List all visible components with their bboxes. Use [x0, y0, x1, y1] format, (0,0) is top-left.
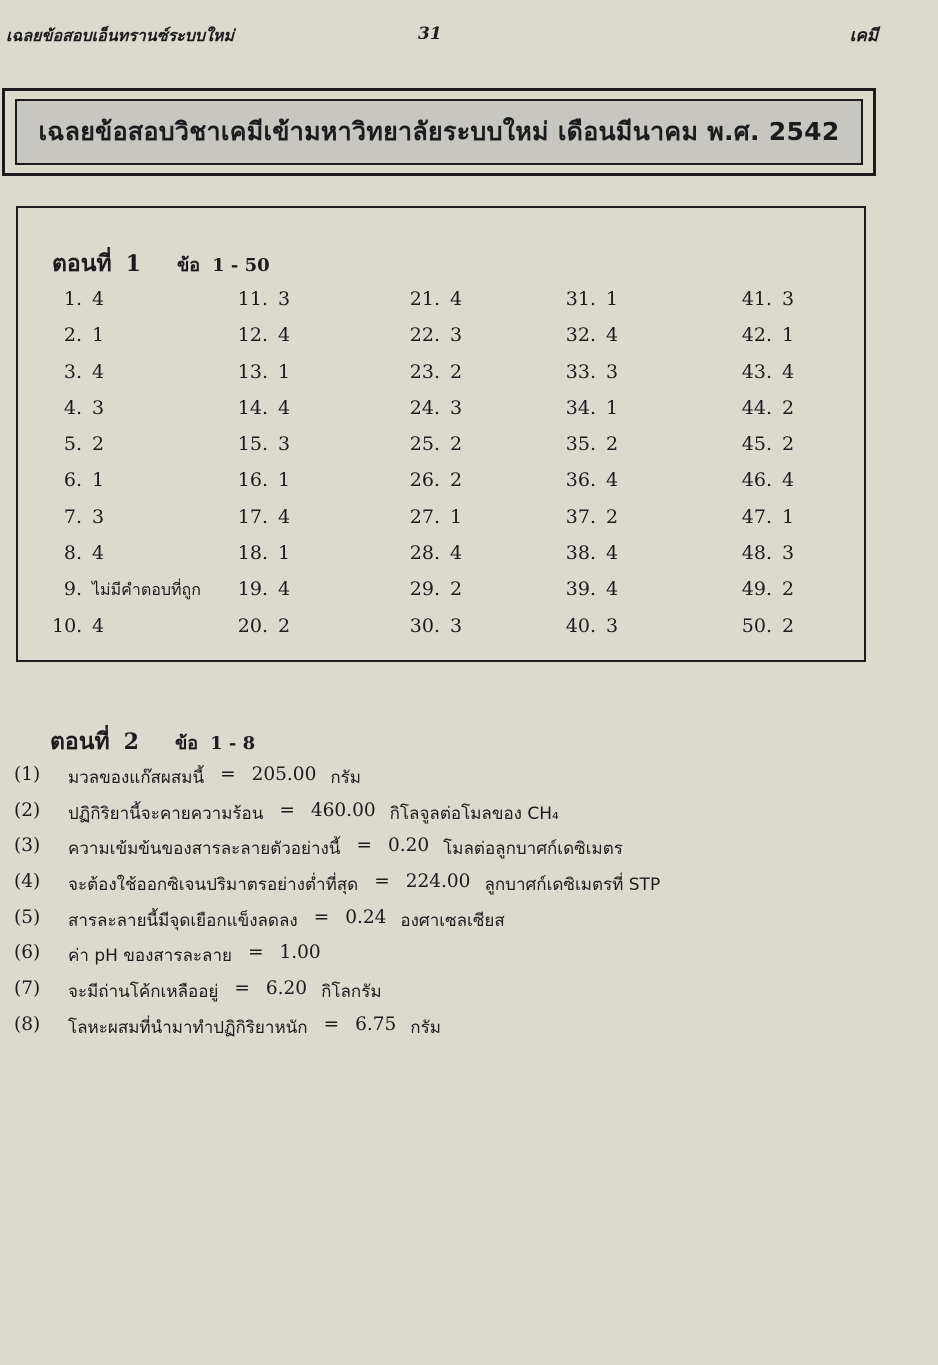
answer-row — [556, 324, 618, 360]
answer-row — [400, 542, 462, 578]
answer-value: 2 — [278, 614, 291, 637]
question-number: 29. — [409, 578, 440, 601]
answer-row — [52, 578, 201, 614]
question-number: 35. — [565, 433, 596, 456]
answer-row — [228, 361, 290, 397]
answer-value: 4 — [450, 542, 463, 565]
page-number: 31 — [418, 24, 442, 44]
answer-row — [556, 615, 618, 651]
equals-sign: = — [247, 942, 264, 964]
question-number: 49. — [741, 578, 772, 601]
part2-item — [14, 764, 660, 800]
answer-row — [556, 288, 618, 324]
item-value: 460.00 — [310, 799, 376, 821]
part1-heading — [52, 246, 270, 282]
answer-row — [400, 469, 462, 505]
question-number: 25. — [409, 433, 440, 456]
answer-value: 1 — [782, 324, 795, 347]
item-value: 0.20 — [387, 835, 430, 857]
answer-value: 2 — [606, 433, 619, 456]
answer-row — [556, 361, 618, 397]
answer-value: 4 — [450, 288, 463, 310]
answer-row — [732, 615, 794, 651]
question-number: 15. — [237, 433, 268, 456]
question-number: 47. — [741, 505, 772, 528]
answer-row — [400, 615, 462, 651]
answer-value: 2 — [782, 433, 795, 456]
question-number: 17. — [237, 505, 268, 528]
answer-row — [732, 506, 794, 542]
answer-row — [52, 288, 201, 324]
answer-value: 4 — [92, 288, 105, 310]
question-number: 48. — [741, 542, 772, 565]
question-number: 12. — [237, 324, 268, 347]
answer-row — [228, 615, 290, 651]
item-index: (2) — [14, 799, 41, 821]
item-unit: กิโลกรัม — [321, 982, 382, 1003]
answer-value: 2 — [606, 505, 619, 528]
answer-value: 1 — [278, 542, 291, 565]
part2-item — [14, 835, 660, 871]
answer-row — [400, 397, 462, 433]
answer-row — [228, 469, 290, 505]
question-number: 7. — [63, 505, 82, 528]
answer-value: 4 — [606, 542, 619, 565]
item-value: 6.75 — [355, 1013, 397, 1035]
answer-row — [52, 469, 201, 505]
answer-row — [556, 542, 618, 578]
question-number: 27. — [409, 505, 440, 528]
answer-value: ไม่มีคำตอบที่ถูก — [92, 580, 201, 600]
answer-value: 4 — [606, 578, 619, 601]
answer-value: 2 — [450, 469, 463, 492]
answer-value: 1 — [606, 396, 619, 419]
answer-row — [228, 542, 290, 578]
answer-row — [228, 433, 290, 469]
answer-value: 3 — [450, 396, 463, 419]
answer-value: 4 — [278, 505, 291, 528]
answer-value: 1 — [278, 469, 291, 492]
answer-value: 4 — [782, 469, 795, 492]
question-number: 1. — [63, 288, 82, 310]
question-number: 31. — [565, 288, 596, 310]
question-number: 6. — [63, 469, 82, 492]
item-unit: กรัม — [330, 768, 361, 788]
part2-item — [14, 1014, 660, 1050]
answer-row — [228, 506, 290, 542]
answer-row — [556, 397, 618, 433]
answer-value: 3 — [278, 433, 291, 456]
answer-row — [52, 506, 201, 542]
question-number: 42. — [741, 324, 772, 347]
answer-value: 3 — [450, 614, 463, 637]
question-number: 46. — [741, 469, 772, 492]
question-number: 23. — [409, 360, 440, 383]
part2-range: 1 - 8 — [210, 733, 256, 754]
answer-value: 4 — [606, 324, 619, 347]
part2-range-label: ข้อ — [174, 733, 199, 754]
question-number: 40. — [565, 614, 596, 637]
answer-value: 4 — [92, 542, 105, 565]
equals-sign: = — [356, 835, 372, 857]
part2-item — [14, 942, 660, 978]
part2-item — [14, 800, 660, 836]
item-description: ค่า pH ของสารละลาย — [68, 946, 232, 967]
question-number: 18. — [237, 542, 268, 565]
page-title: เฉลยข้อสอบวิชาเคมีเข้ามหาวิทยาลัยระบบใหม่ เดือนมีนาคม พ.ศ. 2542 — [38, 117, 840, 146]
question-number: 44. — [741, 396, 772, 419]
answer-value: 4 — [606, 469, 619, 492]
item-unit: กิโลจูลต่อโมลของ CH₄ — [389, 803, 559, 824]
item-index: (4) — [14, 871, 41, 893]
item-unit: ลูกบาศก์เดซิเมตรที่ STP — [484, 875, 661, 896]
answer-value: 2 — [782, 578, 795, 601]
question-number: 20. — [237, 614, 268, 637]
answer-row — [52, 433, 201, 469]
item-index: (6) — [14, 942, 41, 964]
part2-number: 2 — [123, 729, 139, 755]
answer-value: 3 — [606, 614, 619, 637]
answer-value: 1 — [92, 469, 105, 492]
answer-value: 2 — [782, 396, 795, 419]
question-number: 13. — [237, 360, 268, 383]
answer-row — [400, 324, 462, 360]
answer-value: 1 — [606, 288, 619, 310]
item-value: 6.20 — [265, 978, 308, 1000]
part1-answer-box — [16, 206, 866, 662]
answer-value: 4 — [278, 396, 291, 419]
answer-column — [400, 288, 462, 651]
answer-value: 2 — [782, 614, 795, 637]
page-header — [0, 0, 938, 60]
answer-row — [228, 324, 290, 360]
title-banner-inner — [15, 99, 863, 165]
part2-item — [14, 978, 660, 1014]
answer-value: 1 — [278, 360, 291, 383]
answer-value: 4 — [782, 360, 795, 383]
answer-row — [400, 578, 462, 614]
subject-label: เคมี — [849, 26, 878, 46]
item-description: จะมีถ่านโค้กเหลืออยู่ — [68, 982, 219, 1003]
answer-value: 3 — [782, 542, 795, 565]
item-value: 0.24 — [345, 906, 387, 928]
answer-value: 4 — [278, 578, 291, 601]
answer-value: 1 — [450, 505, 463, 528]
answer-value: 4 — [92, 614, 105, 637]
item-description: โลหะผสมที่นำมาทำปฏิกิริยาหนัก — [68, 1017, 308, 1038]
answer-row — [556, 469, 618, 505]
question-number: 43. — [741, 360, 772, 383]
item-unit: กรัม — [410, 1017, 441, 1038]
item-description: มวลของแก๊สผสมนี้ — [68, 768, 205, 788]
question-number: 3. — [63, 360, 82, 383]
question-number: 14. — [237, 396, 268, 419]
item-description: ปฏิกิริยานี้จะคายความร้อน — [68, 803, 264, 824]
answer-row — [400, 288, 462, 324]
answer-value: 2 — [450, 578, 463, 601]
answer-row — [732, 288, 794, 324]
item-value: 205.00 — [251, 764, 317, 785]
answer-row — [228, 288, 290, 324]
answer-value: 4 — [92, 360, 105, 383]
item-value: 1.00 — [279, 942, 321, 964]
item-index: (7) — [14, 978, 41, 1000]
answer-value: 3 — [450, 324, 463, 347]
item-value: 224.00 — [405, 871, 471, 893]
equals-sign: = — [313, 906, 330, 928]
answer-value: 1 — [782, 505, 795, 528]
part2-label: ตอนที่ — [50, 728, 110, 755]
answer-row — [732, 542, 794, 578]
part2-answer-list — [14, 764, 660, 1050]
question-number: 2. — [63, 324, 82, 347]
question-number: 16. — [237, 469, 268, 492]
question-number: 8. — [63, 542, 82, 565]
item-description: จะต้องใช้ออกซิเจนปริมาตรอย่างต่ำที่สุด — [68, 875, 359, 896]
equals-sign: = — [234, 978, 250, 1000]
answer-value: 4 — [278, 324, 291, 347]
item-index: (1) — [14, 764, 41, 785]
item-index: (3) — [14, 835, 41, 857]
question-number: 37. — [565, 505, 596, 528]
question-number: 50. — [741, 614, 772, 637]
question-number: 38. — [565, 542, 596, 565]
answer-value: 2 — [450, 433, 463, 456]
answer-value: 2 — [92, 433, 105, 456]
question-number: 36. — [565, 469, 596, 492]
answer-row — [556, 433, 618, 469]
answer-value: 3 — [278, 288, 291, 310]
answer-row — [732, 433, 794, 469]
question-number: 39. — [565, 578, 596, 601]
answer-row — [52, 542, 201, 578]
answer-row — [732, 578, 794, 614]
question-number: 45. — [741, 433, 772, 456]
answer-column — [556, 288, 618, 651]
answer-row — [556, 578, 618, 614]
part2-item — [14, 871, 660, 907]
answer-row — [556, 506, 618, 542]
question-number: 9. — [63, 578, 82, 601]
item-index: (5) — [14, 906, 41, 928]
answer-value: 3 — [92, 396, 105, 419]
part1-range-label: ข้อ — [176, 255, 201, 276]
answer-row — [52, 615, 201, 651]
part2-item — [14, 907, 660, 943]
answer-row — [400, 361, 462, 397]
item-unit: องศาเซลเซียส — [400, 910, 505, 931]
answer-value: 2 — [450, 360, 463, 383]
part1-range: 1 - 50 — [212, 255, 270, 276]
answer-row — [52, 361, 201, 397]
question-number: 19. — [237, 578, 268, 601]
answer-row — [52, 324, 201, 360]
item-description: สารละลายนี้มีจุดเยือกแข็งลดลง — [68, 910, 298, 931]
part1-number: 1 — [125, 251, 141, 277]
equals-sign: = — [220, 764, 236, 785]
question-number: 24. — [409, 396, 440, 419]
answer-row — [732, 361, 794, 397]
answer-row — [732, 324, 794, 360]
answer-row — [228, 397, 290, 433]
question-number: 32. — [565, 324, 596, 347]
answer-value: 3 — [782, 288, 795, 310]
question-number: 34. — [565, 396, 596, 419]
question-number: 22. — [409, 324, 440, 347]
question-number: 26. — [409, 469, 440, 492]
equals-sign: = — [279, 799, 295, 821]
answer-value: 3 — [92, 505, 105, 528]
item-description: ความเข้มข้นของสารละลายตัวอย่างนี้ — [68, 839, 341, 860]
answer-column — [732, 288, 794, 651]
answer-row — [732, 469, 794, 505]
question-number: 4. — [63, 396, 82, 419]
question-number: 5. — [63, 433, 82, 456]
answer-value: 3 — [606, 360, 619, 383]
question-number: 11. — [237, 288, 268, 310]
answer-row — [228, 578, 290, 614]
title-banner — [2, 88, 876, 176]
answer-row — [732, 397, 794, 433]
item-unit: โมลต่อลูกบาศก์เดซิเมตร — [443, 839, 623, 860]
question-number: 28. — [409, 542, 440, 565]
answer-value: 1 — [92, 324, 105, 347]
question-number: 30. — [409, 614, 440, 637]
question-number: 21. — [409, 288, 440, 310]
answer-column — [52, 288, 201, 651]
answer-column — [228, 288, 290, 651]
question-number: 41. — [741, 288, 772, 310]
question-number: 33. — [565, 360, 596, 383]
answer-row — [400, 433, 462, 469]
equals-sign: = — [374, 871, 390, 893]
answer-row — [52, 397, 201, 433]
part2-heading — [50, 724, 255, 760]
part1-label: ตอนที่ — [52, 250, 112, 277]
item-index: (8) — [14, 1013, 41, 1035]
equals-sign: = — [323, 1013, 340, 1035]
question-number: 10. — [52, 614, 83, 637]
running-header-title: เฉลยข้อสอบเอ็นทรานซ์ระบบใหม่ — [6, 26, 234, 45]
answer-row — [400, 506, 462, 542]
